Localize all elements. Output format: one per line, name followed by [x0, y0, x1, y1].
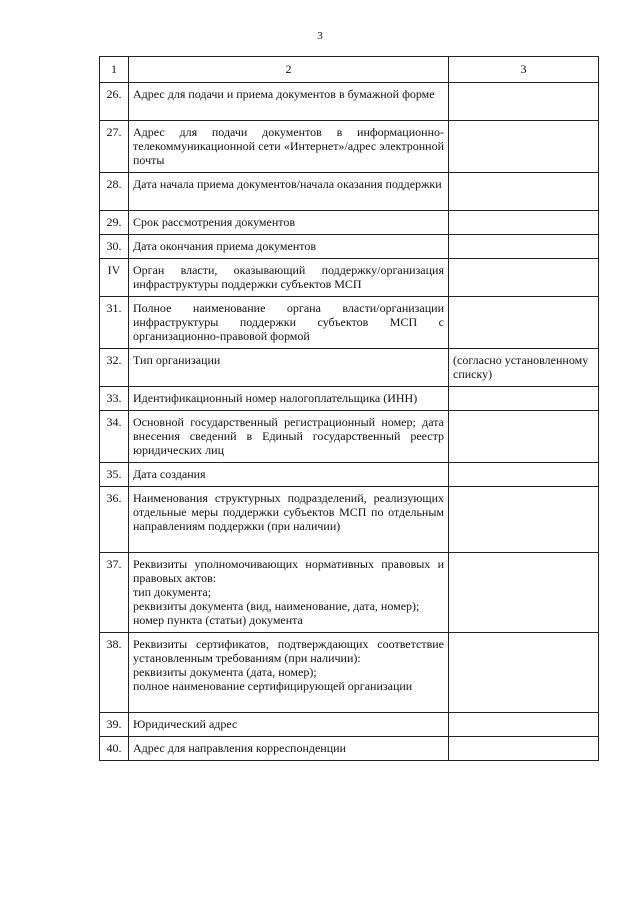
table-row	[100, 737, 599, 761]
row-value	[449, 83, 599, 121]
table-row	[100, 713, 599, 737]
row-value	[449, 737, 599, 761]
row-number: 34.	[100, 411, 129, 463]
table-row	[100, 211, 599, 235]
row-value	[449, 297, 599, 349]
row-description: Орган власти, оказывающий поддержку/организация инфраструктуры поддержки субъектов МСП	[129, 259, 449, 297]
row-number: 35.	[100, 463, 129, 487]
table-row	[100, 83, 599, 121]
row-number: IV	[100, 259, 129, 297]
row-value	[449, 553, 599, 633]
form-table	[99, 56, 599, 761]
row-description: Дата начала приема документов/начала оказания поддержки	[129, 173, 449, 211]
row-number: 38.	[100, 633, 129, 713]
table-row	[100, 387, 599, 411]
row-number: 31.	[100, 297, 129, 349]
row-value: (согласно установленному списку)	[449, 349, 599, 387]
row-value	[449, 487, 599, 553]
row-value	[449, 411, 599, 463]
column-header-value: 3	[449, 57, 599, 83]
row-description: Реквизиты уполномочивающих нормативных правовых и правовых актов: тип документа; реквизиты документа (вид, наименование, дата, номер); номер пункта (статьи) документа	[129, 553, 449, 633]
row-value	[449, 173, 599, 211]
row-number: 33.	[100, 387, 129, 411]
row-number: 29.	[100, 211, 129, 235]
column-header-number: 1	[100, 57, 129, 83]
row-description: Адрес для подачи документов в информационно-телекоммуникационной сети «Интернет»/адрес электронной почты	[129, 121, 449, 173]
row-description: Полное наименование органа власти/организации инфраструктуры поддержки субъектов МСП с организационно-правовой формой	[129, 297, 449, 349]
row-value	[449, 387, 599, 411]
row-description: Дата создания	[129, 463, 449, 487]
row-value	[449, 259, 599, 297]
table-row	[100, 487, 599, 553]
table-header-row	[100, 57, 599, 83]
row-number: 28.	[100, 173, 129, 211]
row-value	[449, 121, 599, 173]
row-number: 27.	[100, 121, 129, 173]
table-row	[100, 121, 599, 173]
table-row	[100, 349, 599, 387]
row-description: Дата окончания приема документов	[129, 235, 449, 259]
table-row	[100, 411, 599, 463]
row-number: 36.	[100, 487, 129, 553]
row-description: Тип организации	[129, 349, 449, 387]
table-row	[100, 235, 599, 259]
row-value	[449, 463, 599, 487]
row-description: Адрес для направления корреспонденции	[129, 737, 449, 761]
row-number: 37.	[100, 553, 129, 633]
row-value	[449, 633, 599, 713]
row-description: Юридический адрес	[129, 713, 449, 737]
page-number: 3	[317, 30, 323, 42]
table-row	[100, 173, 599, 211]
row-description: Реквизиты сертификатов, подтверждающих соответствие установленным требованиям (при наличии): реквизиты документа (дата, номер); полное наименование сертифицирующей организации	[129, 633, 449, 713]
table-row	[100, 633, 599, 713]
row-number: 40.	[100, 737, 129, 761]
row-description: Наименования структурных подразделений, реализующих отдельные меры поддержки субъектов МСП по отдельным направлениям поддержки (при наличии)	[129, 487, 449, 553]
row-description: Идентификационный номер налогоплательщика (ИНН)	[129, 387, 449, 411]
row-description: Основной государственный регистрационный номер; дата внесения сведений в Единый государственный реестр юридических лиц	[129, 411, 449, 463]
row-value	[449, 713, 599, 737]
column-header-name: 2	[129, 57, 449, 83]
row-number: 26.	[100, 83, 129, 121]
row-value	[449, 211, 599, 235]
row-description: Срок рассмотрения документов	[129, 211, 449, 235]
row-description: Адрес для подачи и приема документов в бумажной форме	[129, 83, 449, 121]
row-number: 32.	[100, 349, 129, 387]
table-row	[100, 297, 599, 349]
row-number: 30.	[100, 235, 129, 259]
table-row	[100, 259, 599, 297]
row-value	[449, 235, 599, 259]
row-number: 39.	[100, 713, 129, 737]
table-row	[100, 553, 599, 633]
table-row	[100, 463, 599, 487]
